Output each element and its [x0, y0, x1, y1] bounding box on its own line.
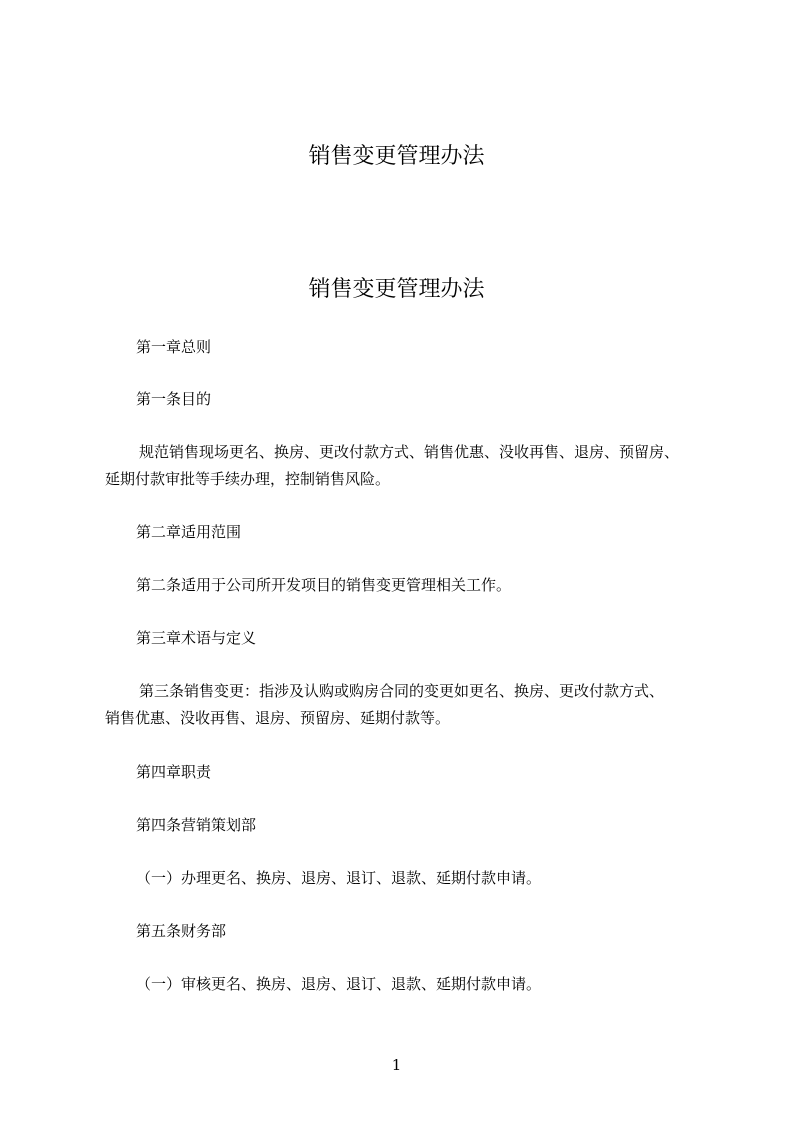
article-1-heading: 第一条目的	[136, 390, 212, 408]
article-3-paragraph-line-2: 销售优惠、没收再售、退房、预留房、延期付款等。	[105, 709, 451, 727]
page-number: 1	[391, 1056, 402, 1074]
chapter-2-heading: 第二章适用范围	[136, 523, 242, 541]
article-5-heading: 第五条财务部	[136, 922, 227, 940]
chapter-1-heading: 第一章总则	[136, 338, 212, 356]
chapter-3-heading: 第三章术语与定义	[136, 629, 257, 647]
article-1-paragraph-line-1: 规范销售现场更名、换房、更改付款方式、销售优惠、没收再售、退房、预留房、	[139, 443, 680, 461]
article-5-item-1: （一）审核更名、换房、退房、退订、退款、延期付款申请。	[136, 975, 542, 993]
document-main-title: 销售变更管理办法	[308, 277, 485, 302]
article-4-heading: 第四条营销策划部	[136, 816, 257, 834]
article-1-paragraph-line-2: 延期付款审批等手续办理，控制销售风险。	[105, 470, 391, 488]
document-header-title: 销售变更管理办法	[308, 144, 485, 169]
article-2-paragraph: 第二条适用于公司所开发项目的销售变更管理相关工作。	[136, 576, 512, 594]
article-3-paragraph-line-1: 第三条销售变更：指涉及认购或购房合同的变更如更名、换房、更改付款方式、	[139, 682, 665, 700]
article-4-item-1: （一）办理更名、换房、退房、退订、退款、延期付款申请。	[136, 869, 542, 887]
chapter-4-heading: 第四章职责	[136, 763, 212, 781]
